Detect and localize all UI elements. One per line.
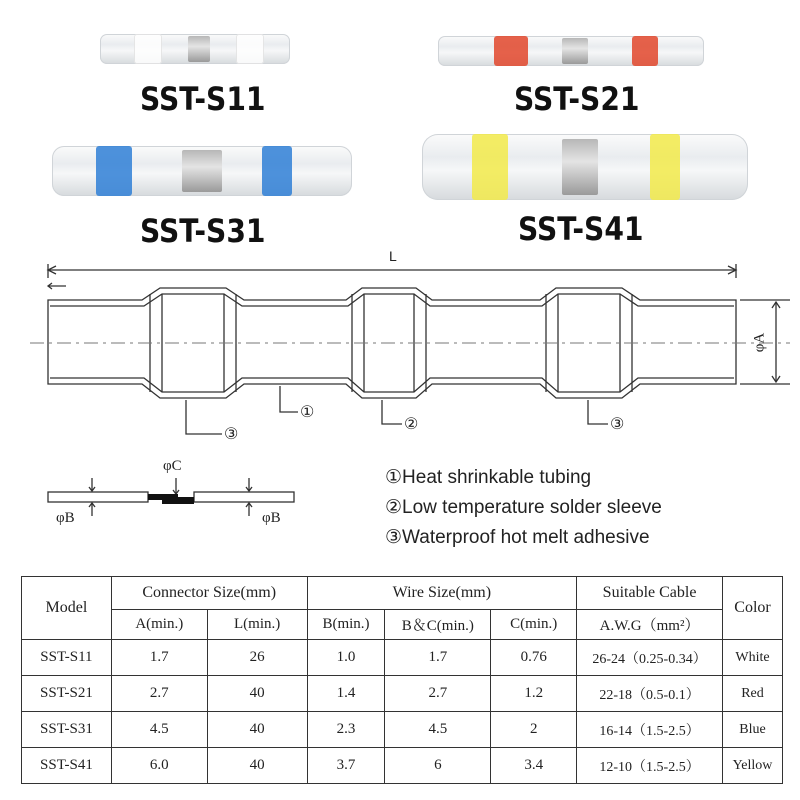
table-header-row: [22, 577, 783, 610]
diameter-b-label-right: φB: [262, 510, 281, 526]
header-color: Color: [723, 577, 783, 640]
cell-bc-min: 6: [385, 748, 491, 784]
subheader-a-min: A(min.): [111, 610, 207, 640]
cell-c-min: 2: [491, 712, 577, 748]
cell-bc-min: 2.7: [385, 676, 491, 712]
model-title: SST-S31: [140, 212, 266, 250]
table-row: [22, 640, 783, 676]
subheader-awg: A.W.G（mm²）: [577, 610, 723, 640]
subheader-bc-min: B＆C(min.): [385, 610, 491, 640]
cell-awg: 26-24（0.25-0.34）: [577, 640, 723, 676]
cell-model: SST-S11: [22, 640, 112, 676]
cell-model: SST-S21: [22, 676, 112, 712]
cell-b-min: 1.4: [307, 676, 385, 712]
cell-color: White: [723, 640, 783, 676]
cell-bc-min: 1.7: [385, 640, 491, 676]
cell-l-min: 40: [207, 676, 307, 712]
callout-1: ①: [300, 404, 315, 421]
specification-table: [21, 576, 783, 784]
cell-color: Yellow: [723, 748, 783, 784]
cell-l-min: 26: [207, 640, 307, 676]
cell-b-min: 1.0: [307, 640, 385, 676]
cell-awg: 22-18（0.5-0.1）: [577, 676, 723, 712]
callout-2: ②: [404, 416, 419, 433]
length-label: L: [389, 248, 397, 264]
legend-item-adhesive: ③Waterproof hot melt adhesive: [385, 527, 650, 548]
model-title: SST-S21: [514, 80, 640, 118]
model-title: SST-S41: [518, 210, 644, 248]
cell-c-min: 0.76: [491, 640, 577, 676]
cell-awg: 12-10（1.5-2.5）: [577, 748, 723, 784]
cell-l-min: 40: [207, 748, 307, 784]
subheader-l-min: L(min.): [207, 610, 307, 640]
cell-bc-min: 4.5: [385, 712, 491, 748]
callout-3-right: ③: [610, 416, 625, 433]
header-suitable-cable: Suitable Cable: [577, 577, 723, 610]
cell-l-min: 40: [207, 712, 307, 748]
cell-a-min: 4.5: [111, 712, 207, 748]
cell-c-min: 3.4: [491, 748, 577, 784]
subheader-b-min: B(min.): [307, 610, 385, 640]
cell-model: SST-S41: [22, 748, 112, 784]
cell-b-min: 2.3: [307, 712, 385, 748]
table-row: [22, 748, 783, 784]
callout-3-left: ③: [224, 426, 239, 443]
subheader-c-min: C(min.): [491, 610, 577, 640]
table-row: [22, 676, 783, 712]
cell-a-min: 6.0: [111, 748, 207, 784]
header-connector-size: Connector Size(mm): [111, 577, 307, 610]
cell-model: SST-S31: [22, 712, 112, 748]
model-title: SST-S11: [140, 80, 266, 118]
cell-a-min: 2.7: [111, 676, 207, 712]
cell-a-min: 1.7: [111, 640, 207, 676]
cell-color: Red: [723, 676, 783, 712]
cell-b-min: 3.7: [307, 748, 385, 784]
diameter-a-label: φA: [751, 332, 768, 353]
cell-color: Blue: [723, 712, 783, 748]
cell-awg: 16-14（1.5-2.5）: [577, 712, 723, 748]
diameter-c-label: φC: [163, 458, 182, 474]
cell-c-min: 1.2: [491, 676, 577, 712]
header-wire-size: Wire Size(mm): [307, 577, 577, 610]
diameter-b-label-left: φB: [56, 510, 75, 526]
legend-item-solder-sleeve: ②Low temperature solder sleeve: [385, 497, 662, 518]
header-model: Model: [22, 577, 112, 640]
legend-item-heat-shrink: ①Heat shrinkable tubing: [385, 467, 592, 488]
table-subheader-row: [22, 610, 783, 640]
table-row: [22, 712, 783, 748]
